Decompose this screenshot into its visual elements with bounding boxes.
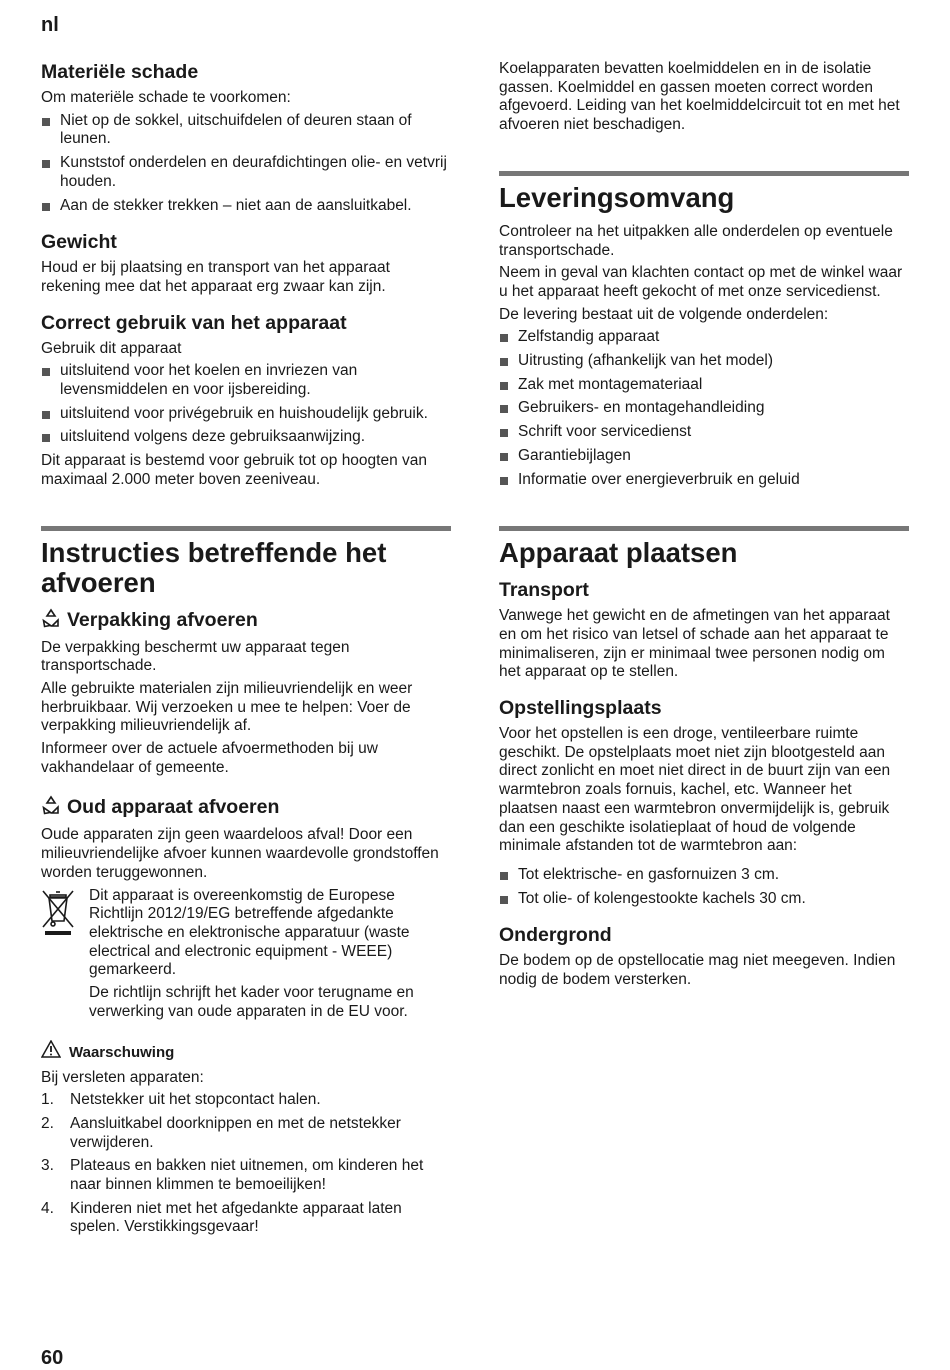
square-bullet-icon [500, 896, 508, 904]
list-item: Kunststof onderdelen en deurafdichtingen olie- en vetvrij houden. [41, 154, 451, 191]
square-bullet-icon [500, 382, 508, 390]
language-label: nl [41, 14, 59, 36]
list-item: Tot olie- of kolengestookte kachels 30 cm. [499, 890, 909, 909]
list-item: 2. Aansluitkabel doorknippen en met de netstekker verwijderen. [41, 1114, 401, 1151]
levering-p2: Neem in geval van klachten contact op met de winkel waar u het apparaat heeft gekocht of met onze servicedienst. [499, 264, 903, 300]
leveringsomvang-heading: Leveringsomvang [499, 171, 909, 213]
verpakking-p3: Informeer over de actuele afvoermethoden bij uw vakhandelaar of gemeente. [41, 740, 378, 776]
list-item: Informatie over energieverbruik en geluid [499, 471, 909, 490]
list-item: Uitrusting (afhankelijk van het model) [499, 352, 909, 371]
list-item: 4. Kinderen niet met het afgedankte apparaat laten spelen. Verstikkingsgevaar! [41, 1199, 402, 1236]
materiele-schade-heading: Materiële schade [41, 61, 199, 83]
verpakking-p2: Alle gebruikte materialen zijn milieuvriendelijk en weer herbruikbaar. Wij verzoeken u mee te helpen: Voer de verpakking milieuvriendelijk af. [41, 679, 413, 735]
square-bullet-icon [42, 434, 50, 442]
square-bullet-icon [500, 477, 508, 485]
gewicht-text: Houd er bij plaatsing en transport van het apparaat rekening mee dat het apparaat erg zwaar kan zijn. [41, 259, 390, 295]
verpakking-p1: De verpakking beschermt uw apparaat tegen transportschade. [41, 638, 350, 675]
afvoeren-heading: Instructies betreffende het afvoeren [41, 526, 451, 598]
list-item: Tot elektrische- en gasfornuizen 3 cm. [499, 866, 909, 885]
recycle-icon [41, 795, 61, 821]
list-item: Garantiebijlagen [499, 447, 909, 466]
left-column [41, 60, 451, 1242]
list-item: uitsluitend volgens deze gebruiksaanwijzing. [41, 428, 451, 447]
warning-intro: Bij versleten apparaten: [41, 1068, 204, 1086]
apparaat-plaatsen-heading: Apparaat plaatsen [499, 526, 909, 568]
weee-p1: Dit apparaat is overeenkomstig de Europese Richtlijn 2012/19/EG betreffende afgedankte elektrische en elektronische apparatuur (waste electrical and electronic equipment - WEEE) gemarkeerd. [89, 886, 410, 979]
square-bullet-icon [500, 453, 508, 461]
materiele-list [41, 112, 451, 216]
ondergrond-heading: Ondergrond [499, 924, 612, 947]
gewicht-heading: Gewicht [41, 231, 117, 254]
square-bullet-icon [42, 411, 50, 419]
transport-text: Vanwege het gewicht en de afmetingen van het apparaat en om het risico van letsel of schade aan het apparaat te minimaliseren, zijn er minimaal twee personen nodig om het apparaat op te stellen. [499, 607, 890, 681]
square-bullet-icon [500, 405, 508, 413]
opstellingsplaats-heading: Opstellingsplaats [499, 697, 662, 720]
square-bullet-icon [42, 203, 50, 211]
square-bullet-icon [42, 160, 50, 168]
verpakking-heading: Verpakking afvoeren [41, 608, 451, 634]
list-item: Gebruikers- en montagehandleiding [499, 399, 909, 418]
recycle-icon [41, 608, 61, 634]
list-item: Zelfstandig apparaat [499, 328, 909, 347]
list-item: uitsluitend voor privégebruik en huishoudelijk gebruik. [41, 405, 451, 424]
warning-heading: Waarschuwing [41, 1040, 451, 1064]
square-bullet-icon [42, 118, 50, 126]
gebruik-list [41, 362, 451, 447]
koelmiddel-text: Koelapparaten bevatten koelmiddelen en in de isolatie gassen. Koelmiddel en gassen moeten correct worden afgevoerd. Leiding van het koelmiddelcircuit tot en met het afvoeren niet beschadigen. [499, 60, 900, 134]
square-bullet-icon [500, 358, 508, 366]
weee-bin-icon [41, 887, 89, 1026]
warning-triangle-icon [41, 1040, 61, 1064]
opstelling-text: Voor het opstellen is een droge, ventileerbare ruimte geschikt. De opstelplaats moet niet zijn blootgesteld aan direct zonlicht en moet niet direct in de buurt zijn van een warmtebron zoals fornuis, kachel, etc. Wanneer het plaatsen naast een warmtebron onvermijdelijk is, gebruik dan een geschikte isolatieplaat of houd de volgende minimale afstanden tot de warmtebron aan: [499, 725, 891, 855]
list-item: Niet op de sokkel, uitschuifdelen of deuren staan of leunen. [41, 112, 451, 149]
square-bullet-icon [500, 334, 508, 342]
square-bullet-icon [500, 872, 508, 880]
levering-p3: De levering bestaat uit de volgende onderdelen: [499, 305, 829, 323]
list-item: uitsluitend voor het koelen en invriezen van levensmiddelen en voor ijsbereiding. [41, 362, 451, 399]
ondergrond-text: De bodem op de opstellocatie mag niet meegeven. Indien nodig de bodem versterken. [499, 952, 896, 989]
page-number: 60 [41, 1347, 64, 1369]
square-bullet-icon [42, 368, 50, 376]
levering-list [499, 328, 909, 489]
correct-gebruik-heading: Correct gebruik van het apparaat [41, 311, 347, 334]
right-column [499, 60, 909, 994]
list-item: Zak met montagemateriaal [499, 376, 909, 395]
oud-apparaat-heading: Oud apparaat afvoeren [41, 795, 451, 821]
list-item: 1. Netstekker uit het stopcontact halen. [41, 1091, 321, 1109]
levering-p1: Controleer na het uitpakken alle onderdelen op eventuele transportschade. [499, 222, 893, 259]
gebruik-intro: Gebruik dit apparaat [41, 339, 182, 357]
materiele-intro: Om materiële schade te voorkomen: [41, 89, 291, 106]
transport-heading: Transport [499, 579, 589, 602]
list-item: 3. Plateaus en bakken niet uitnemen, om kinderen het naar binnen klimmen te bemoeilijken! [41, 1157, 424, 1194]
weee-block [41, 887, 451, 1026]
oud-p1: Oude apparaten zijn geen waardeloos afval! Door een milieuvriendelijke afvoer kunnen waardevolle grondstoffen worden teruggewonnen. [41, 826, 439, 881]
opstelling-list [499, 866, 909, 908]
list-item: Aan de stekker trekken – niet aan de aansluitkabel. [41, 197, 451, 216]
square-bullet-icon [500, 429, 508, 437]
gebruik-outro: Dit apparaat is bestemd voor gebruik tot op hoogten van maximaal 2.000 meter boven zeeniveau. [41, 452, 428, 488]
list-item: Schrift voor servicedienst [499, 423, 909, 442]
weee-p2: De richtlijn schrijft het kader voor terugname en verwerking van oude apparaten in de EU voor. [89, 984, 414, 1020]
warning-steps [41, 1091, 451, 1237]
